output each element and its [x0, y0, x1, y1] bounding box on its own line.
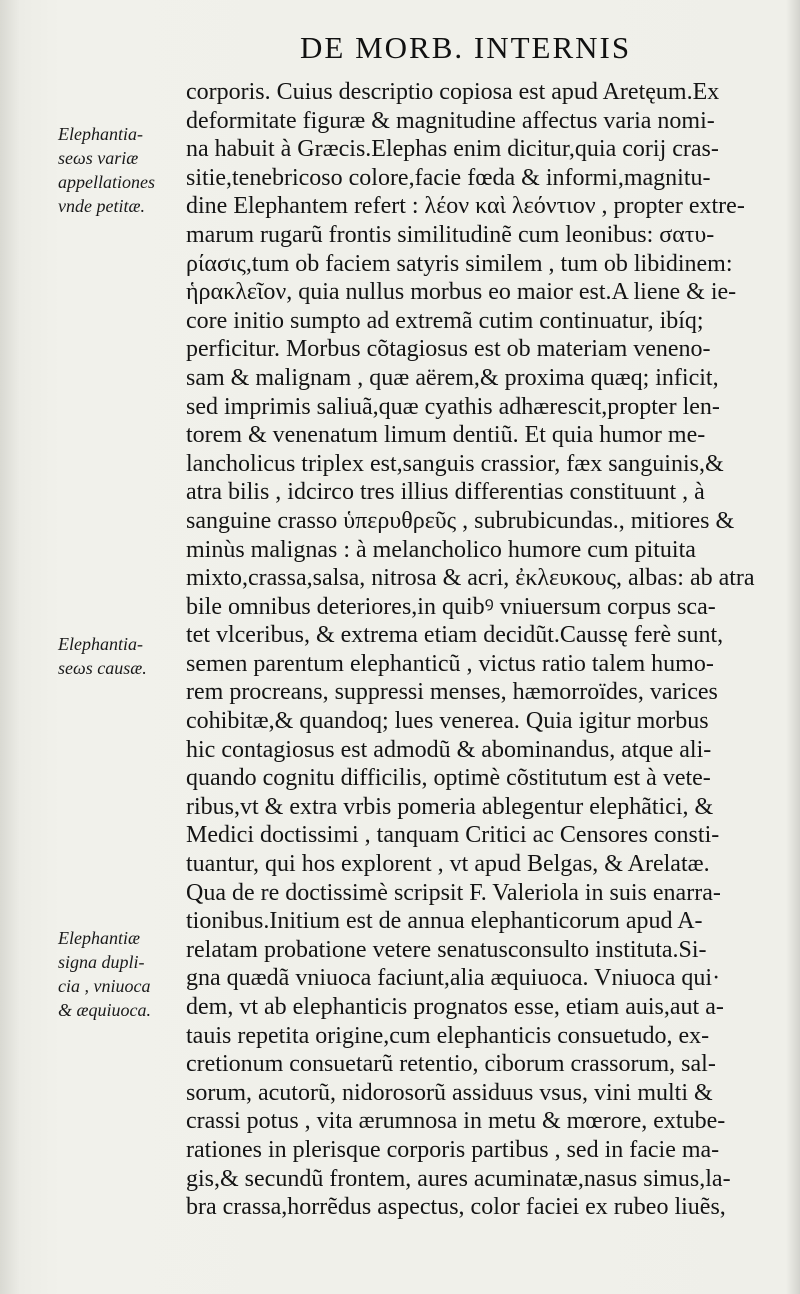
text-line: cretionum consuetarũ retentio, ciborum crassorum, sal-: [186, 1051, 716, 1078]
text-line: quando cognitu difficilis, optimè cõstitutum est à vete-: [186, 765, 711, 792]
text-line: torem & venenatum limum dentiũ. Et quia humor me-: [186, 422, 706, 449]
text-line: ribus,vt & extra vrbis pomeria ablegentur elephãtici, &: [186, 793, 714, 820]
text-line: tauis repetita origine,cum elephanticis consuetudo, ex-: [186, 1022, 710, 1049]
margin-note-line: seωs variæ: [58, 148, 139, 168]
margin-note-line: seωs causæ.: [58, 658, 147, 678]
margin-note: [58, 926, 188, 1022]
text-line: lancholicus triplex est,sanguis crassior, fæx sanguinis,&: [186, 450, 724, 477]
text-line: rem procreans, suppressi menses, hæmorroïdes, varices: [186, 679, 718, 706]
page-edge-shadow: [786, 0, 800, 1294]
text-line: gna quædã vniuoca faciunt,alia æquiuoca. Vniuoca qui·: [186, 965, 721, 992]
text-line: sanguine crasso ὑπερυθρεῦς , subrubicundas., mitiores &: [186, 507, 735, 534]
text-line: relatam probatione vetere senatusconsulto instituta.Si-: [186, 936, 707, 963]
text-line: hic contagiosus est admodũ & abominandus, atque ali-: [186, 736, 712, 763]
text-line: dem, vt ab elephanticis prognatos esse, etiam auis,aut a-: [186, 994, 724, 1020]
text-line: sorum, acutorũ, nidorosorũ assiduus vsus, vini multi &: [186, 1079, 713, 1106]
text-line: perficitur. Morbus cõtagiosus est ob materiam veneno-: [186, 336, 711, 363]
margin-note-line: cia , vniuoca: [58, 976, 151, 996]
text-line: crassi potus , vita ærumnosa in metu & mœrore, extube-: [186, 1108, 726, 1135]
text-line: core initio sumpto ad extremã cutim continuatur, ibíq;: [186, 307, 704, 334]
text-line: Medici doctissimi , tanquam Critici ac Censores consti-: [186, 822, 720, 849]
body-text: [186, 78, 766, 1222]
text-line: deformitate figuræ & magnitudine affectus varia nomi-: [186, 107, 715, 134]
text-line: ἡρακλεῖον, quia nullus morbus eo maior est.A liene & ie-: [186, 279, 737, 306]
margin-note-line: Elephantia-: [58, 124, 143, 144]
text-line: bile omnibus deteriores,in quibꝰ vniuersum corpus sca-: [186, 593, 716, 620]
text-line: sed imprimis saliuã,quæ cyathis adhærescit,propter len-: [186, 393, 720, 420]
margin-note-line: signa dupli-: [58, 952, 145, 972]
text-line: marum rugarũ frontis similitudinẽ cum leonibus: σατυ-: [186, 221, 715, 248]
margin-note-line: Elephantiæ: [58, 928, 140, 948]
text-line: na habuit à Græcis.Elephas enim dicitur,quia corij cras-: [186, 136, 719, 163]
text-line: tuantur, qui hos explorent , vt apud Belgas, & Arelatæ.: [186, 851, 710, 878]
text-line: ρίασις,tum ob faciem satyris similem , tum ob libidinem:: [186, 250, 733, 277]
margin-note-line: vnde petitæ.: [58, 196, 145, 216]
text-line: cohibitæ,& quandoq; lues venerea. Quia igitur morbus: [186, 708, 709, 735]
text-line: semen parentum elephanticũ , victus ratio talem humo-: [186, 650, 714, 677]
text-line: minùs malignas : à melancholico humore cum pituita: [186, 536, 696, 563]
margin-note-line: Elephantia-: [58, 634, 143, 654]
text-line: atra bilis , idcirco tres illius differentias constituunt , à: [186, 479, 705, 506]
text-line: Qua de re doctissimè scripsit F. Valeriola in suis enarra-: [186, 879, 721, 906]
text-line: gis,& secundũ frontem, aures acuminatæ,nasus simus,la-: [186, 1165, 731, 1192]
text-line: bra crassa,horrẽdus aspectus, color faciei ex rubeo liuẽs,: [186, 1194, 726, 1221]
text-line: dine Elephantem refert : λέον καὶ λεόντιον , propter extre-: [186, 193, 745, 220]
margin-note: [58, 122, 188, 218]
margin-note-line: appellationes: [58, 172, 155, 192]
text-line: corporis. Cuius descriptio copiosa est apud Aretęum.Ex: [186, 79, 720, 105]
text-line: sitie,tenebricoso colore,facie fœda & informi,magnitu-: [186, 164, 711, 191]
text-line: tet vlceribus, & extrema etiam decidũt.Caussę ferè sunt,: [186, 622, 724, 649]
text-line: rationes in plerisque corporis partibus , sed in facie ma-: [186, 1136, 720, 1163]
text-line: sam & malignam , quæ aërem,& proxima quæq; inficit,: [186, 364, 719, 391]
text-line: mixto,crassa,salsa, nitrosa & acri, ἐκλευκους, albas: ab atra: [186, 565, 755, 592]
margin-note-line: & æquiuoca.: [58, 1000, 151, 1020]
text-line: tionibus.Initium est de annua elephanticorum apud A-: [186, 908, 703, 935]
running-header: DE MORB. INTERNIS: [300, 30, 632, 65]
margin-note: [58, 632, 188, 680]
